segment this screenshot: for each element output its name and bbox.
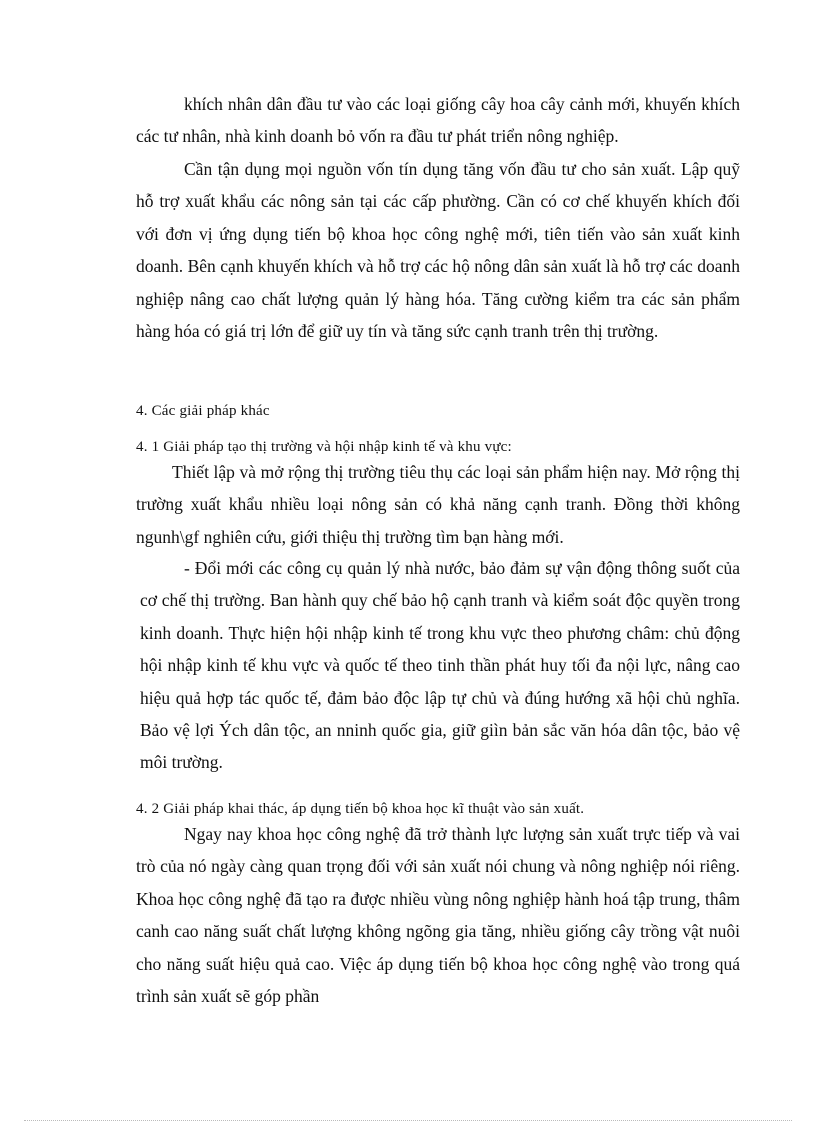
heading-block-4-1 xyxy=(136,436,740,458)
section-heading-4-2: 4. 2 Giải pháp khai thác, áp dụng tiến bộ khoa học kĩ thuật vào sản xuất. xyxy=(136,801,585,817)
paragraph-state-management: - Đổi mới các công cụ quản lý nhà nước, bảo đảm sự vận động thông suốt của cơ chế thị trường. Ban hành quy chế bảo hộ cạnh tranh và kiểm soát độc quyền trong kinh doanh. Thực hiện hội nhập kinh tế trong khu vực theo phương châm: chủ động hội nhập kinh tế khu vực và quốc tế theo tinh thần phát huy tối đa nội lực, nâng cao hiệu quả hợp tác quốc tế, đảm bảo độc lập tự chủ và đúng hướng xã hội chủ nghĩa. Bảo vệ lợi Ých dân tộc, an nninh quốc gia, giữ giìn bản sắc văn hóa dân tộc, bảo vệ môi trường. xyxy=(140,558,740,773)
heading-block-4 xyxy=(136,400,740,422)
heading-block-4-2 xyxy=(136,798,740,820)
paragraph-block-3 xyxy=(136,456,740,553)
paragraph-market-expansion: Thiết lập và mở rộng thị trường tiêu thụ các loại sản phẩm hiện nay. Mở rộng thị trường xuất khẩu nhiều loại nông sản có khả năng cạnh tranh. Đồng thời không ngunh\gf nghiên cứu, giới thiệu thị trường tìm bạn hàng mới. xyxy=(136,462,740,547)
section-heading-4-1: 4. 1 Giải pháp tạo thị trường và hội nhập kinh tế và khu vực: xyxy=(136,439,512,455)
section-heading-4: 4. Các giải pháp khác xyxy=(136,403,270,419)
paragraph-block-2 xyxy=(136,153,740,347)
paragraph-block-5 xyxy=(136,818,740,1012)
paragraph-block-1 xyxy=(136,88,740,153)
paragraph-science-technology: Ngay nay khoa học công nghệ đã trở thành lực lượng sản xuất trực tiếp và vai trò của nó ngày càng quan trọng đối với sản xuất nói chung và nông nghiệp nói riêng. Khoa học công nghệ đã tạo ra được nhiều vùng nông nghiệp hành hoá tập trung, thâm canh cao năng suất chất lượng không ngõng gia tăng, nhiều giống cây trồng vật nuôi cho năng suất hiệu quả cao. Việc áp dụng tiến bộ khoa học công nghệ vào trong quá trình sản xuất sẽ góp phần xyxy=(136,824,740,1007)
paragraph-investment-encouragement: khích nhân dân đầu tư vào các loại giống cây hoa cây cảnh mới, khuyến khích các tư nhân, nhà kinh doanh bỏ vốn ra đầu tư phát triển nông nghiệp. xyxy=(136,94,740,147)
page-bottom-divider xyxy=(24,1120,792,1121)
paragraph-credit-capital: Cần tận dụng mọi nguồn vốn tín dụng tăng vốn đầu tư cho sản xuất. Lập quỹ hỗ trợ xuất khẩu các nông sản tại các cấp phường. Cần có cơ chế khuyến khích đối với đơn vị ứng dụng tiến bộ khoa học công nghệ mới, tiên tiến vào sản xuất kinh doanh. Bên cạnh khuyến khích và hỗ trợ các hộ nông dân sản xuất là hỗ trợ các doanh nghiệp nâng cao chất lượng quản lý hàng hóa. Tăng cường kiểm tra các sản phẩm hàng hóa có giá trị lớn để giữ uy tín và tăng sức cạnh tranh trên thị trường. xyxy=(136,159,740,342)
